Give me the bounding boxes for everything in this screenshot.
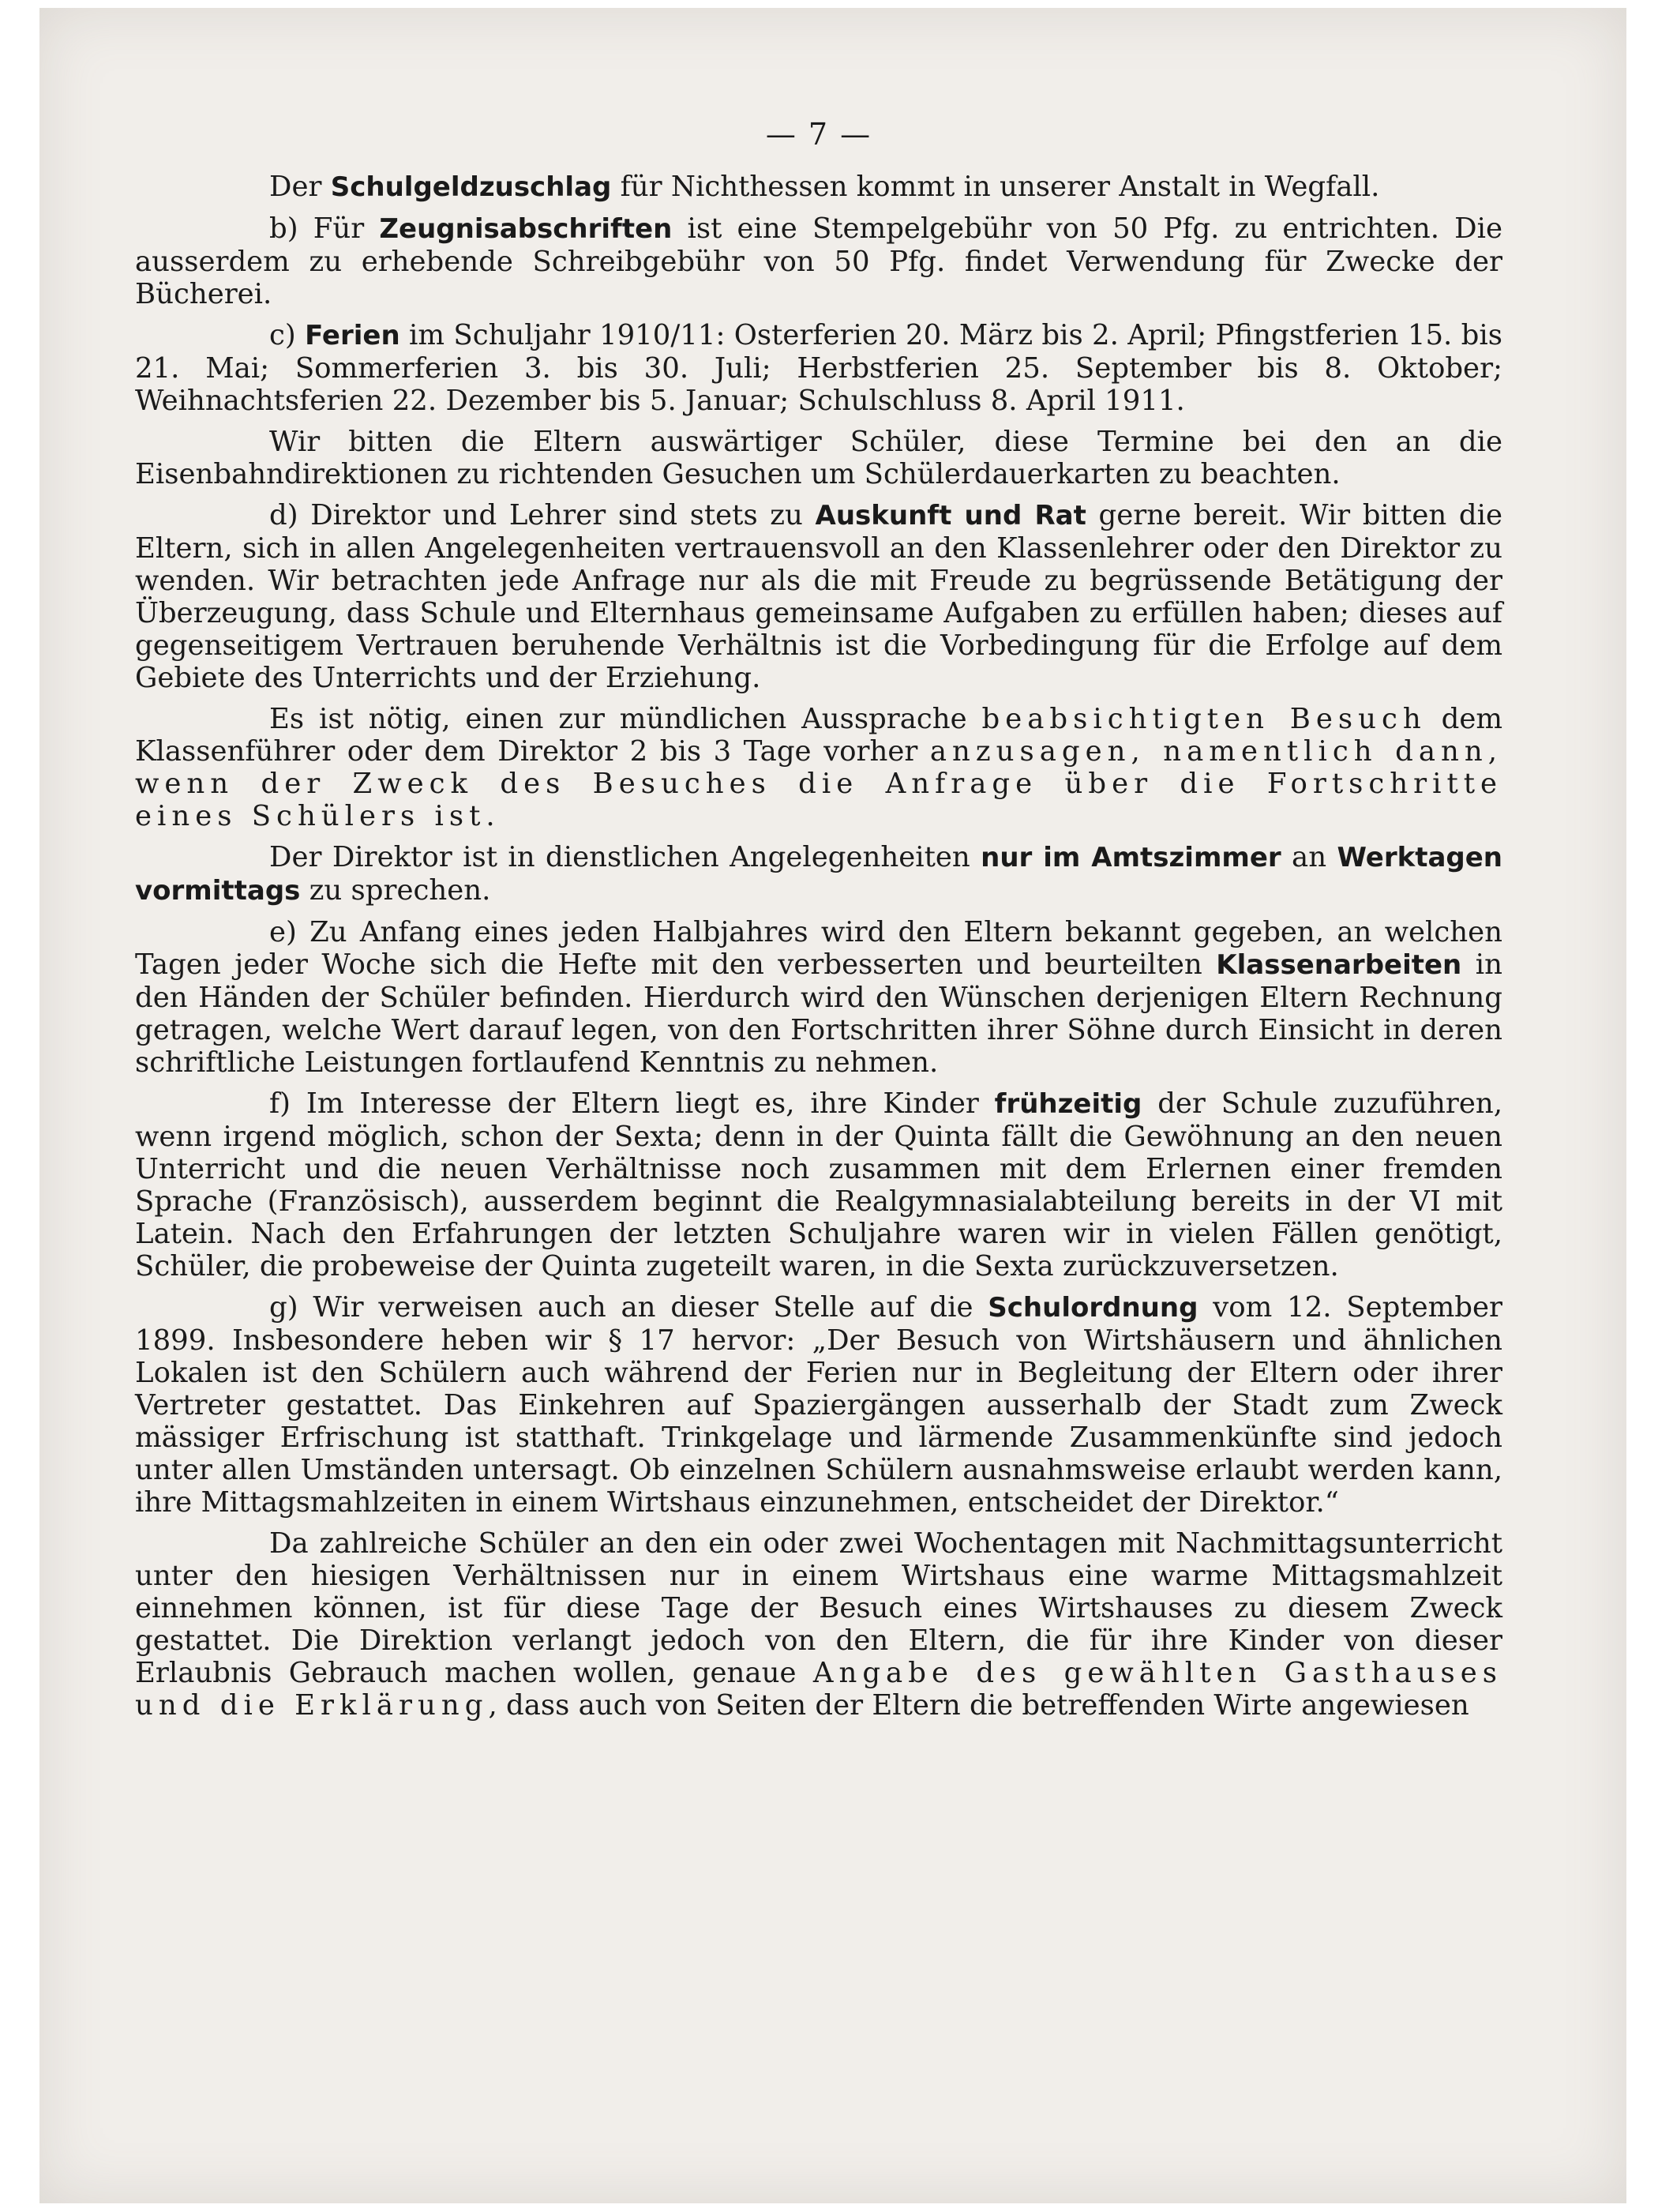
- paragraph-besuch-ansagen: Es ist nötig, einen zur mündlichen Aussprache beabsichtigten Besuch dem Klassenführer oder dem Direktor 2 bis 3 Tage vorher anzusagen, namentlich dann, wenn der Zweck des Besuches die Anfrage über die Fortschritte eines Schülers ist.: [135, 703, 1502, 832]
- emphasis-schulordnung: Schulordnung: [988, 1292, 1198, 1324]
- emphasis-schulgeldzuschlag: Schulgeldzuschlag: [330, 171, 612, 203]
- paragraph-schuelerdauerkarten: Wir bitten die Eltern auswärtiger Schüler, diese Termine bei den an die Eisenbahndirektionen zu richtenden Gesuchen um Schülerdauerkarten zu beachten.: [135, 426, 1502, 490]
- paragraph-zeugnisabschriften: b) Für Zeugnisabschriften ist eine Stempelgebühr von 50 Pfg. zu entrichten. Die ausserdem zu erhebende Schreibgebühr von 50 Pfg. findet Verwendung für Zwecke der Bücherei.: [135, 212, 1503, 310]
- page-number: — 7 —: [765, 117, 872, 152]
- emphasis-zeugnisabschriften: Zeugnisabschriften: [379, 213, 673, 245]
- emphasis-klassenarbeiten: Klassenarbeiten: [1216, 949, 1462, 981]
- emphasis-auskunft-und-rat: Auskunft und Rat: [815, 500, 1086, 531]
- paragraph-wirtshaus: Da zahlreiche Schüler an den ein oder zwei Wochentagen mit Nachmittagsunterricht unter den hiesigen Verhältnissen nur in einem Wirtshaus eine warme Mittagsmahlzeit einnehmen können, ist für diese Tage der Besuch eines Wirtshauses zu diesem Zweck gestattet. Die Direktion verlangt jedoch von den Eltern, die für ihre Kinder von dieser Erlaubnis Gebrauch machen wollen, genaue Angabe des gewählten Gasthauses und die Erklärung, dass auch von Seiten der Eltern die betreffenden Wirte angewiesen: [135, 1527, 1502, 1722]
- emphasis-amtszimmer: nur im Amtszimmer: [981, 842, 1281, 873]
- emphasis-werktagen-vormittags: Werktagen vormittags: [135, 842, 1503, 907]
- paragraph-schulgeldzuschlag: Der Schulgeldzuschlag für Nichthessen kommt in unserer Anstalt in Wegfall.: [269, 171, 1380, 203]
- spaced-angabe-gasthaus: Angabe des gewählten Gasthauses und die Erklärung: [135, 1657, 1502, 1722]
- paragraph-fruehzeitig: f) Im Interesse der Eltern liegt es, ihre Kinder frühzeitig der Schule zuzuführen, wenn irgend möglich, schon der Sexta; denn in der Quinta fällt die Gewöhnung an den neuen Unterricht und die neuen Verhältnisse noch zusammen mit dem Erlernen einer fremden Sprache (Französisch), ausserdem beginnt die Realgymnasialabteilung bereits in der VI mit Latein. Nach den Erfahrungen der letzten Schuljahre waren wir in vielen Fällen genötigt, Schüler, die probeweise der Quinta zugeteilt waren, in die Sexta zurückzuversetzen.: [135, 1087, 1502, 1283]
- spaced-anzusagen: anzusagen, namentlich dann, wenn der Zweck des Besuches die Anfrage über die Fortschritte eines Schülers ist.: [135, 735, 1502, 832]
- spaced-beabsichtigten-besuch: beabsichtigten Besuch: [981, 703, 1427, 735]
- page-body: [135, 118, 1502, 1730]
- paragraph-ferien: c) Ferien im Schuljahr 1910/11: Osterferien 20. März bis 2. April; Pfingstferien 15. bis 21. Mai; Sommerferien 3. bis 30. Juli; Herbstferien 25. September bis 8. Oktober; Weihnachtsferien 22. Dezember bis 5. Januar; Schulschluss 8. April 1911.: [135, 319, 1502, 417]
- paragraph-klassenarbeiten: e) Zu Anfang eines jeden Halbjahres wird den Eltern bekannt gegeben, an welchen Tagen jeder Woche sich die Hefte mit den verbesserten und beurteilten Klassenarbeiten in den Händen der Schüler befinden. Hierdurch wird den Wünschen derjenigen Eltern Rechnung getragen, welche Wert darauf legen, von den Fortschritten ihrer Söhne durch Einsicht in deren schriftliche Leistungen fortlaufend Kenntnis zu nehmen.: [135, 916, 1502, 1079]
- paragraph-amtszimmer: Der Direktor ist in dienstlichen Angelegenheiten nur im Amtszimmer an Werktagen vormittags zu sprechen.: [135, 841, 1503, 907]
- paragraph-schulordnung: g) Wir verweisen auch an dieser Stelle auf die Schulordnung vom 12. September 1899. Insbesondere heben wir § 17 hervor: „Der Besuch von Wirtshäusern und ähnlichen Lokalen ist den Schülern auch während der Ferien nur in Begleitung der Eltern oder ihrer Vertreter gestattet. Das Einkehren auf Spaziergängen ausserhalb der Stadt zum Zweck mässiger Erfrischung ist statthaft. Trinkgelage und lärmende Zusammenkünfte sind jedoch unter allen Umständen untersagt. Ob einzelnen Schülern ausnahmsweise erlaubt werden kann, ihre Mittagsmahlzeiten in einem Wirtshaus einzunehmen, entscheidet der Direktor.“: [135, 1291, 1502, 1519]
- emphasis-fruehzeitig: frühzeitig: [994, 1088, 1142, 1120]
- emphasis-ferien: Ferien: [305, 320, 400, 351]
- paragraph-auskunft-und-rat: d) Direktor und Lehrer sind stets zu Auskunft und Rat gerne bereit. Wir bitten die Eltern, sich in allen Angelegenheiten vertrauensvoll an den Klassenlehrer oder den Direktor zu wenden. Wir betrachten jede Anfrage nur als die mit Freude zu begrüssende Betätigung der Überzeugung, dass Schule und Elternhaus gemeinsame Aufgaben zu erfüllen haben; dieses auf gegenseitigem Vertrauen beruhende Verhältnis ist die Vorbedingung für die Erfolge auf dem Gebiete des Unterrichts und der Erziehung.: [135, 499, 1503, 694]
